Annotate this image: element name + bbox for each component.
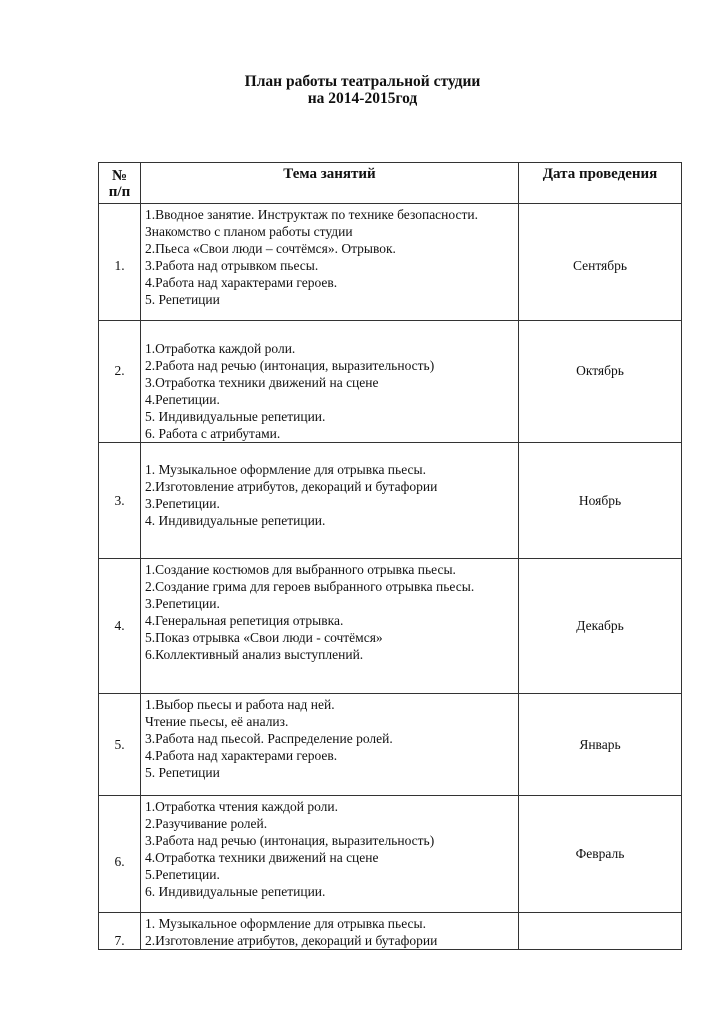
topic-line: 3.Репетиции. [145,596,220,611]
row-date: Январь [519,694,682,796]
topic-line: 5. Репетиции [145,292,220,307]
topic-line: Чтение пьесы, её анализ. [145,714,289,729]
table-row [99,694,682,796]
topic-line: 2.Пьеса «Свои люди – сочтёмся». Отрывок. [145,241,396,256]
row-topic [141,204,519,321]
topic-line: 4.Отработка техники движений на сцене [145,850,379,865]
topic-line: 1.Отработка каждой роли. [145,341,296,356]
topic-line: 5.Показ отрывка «Свои люди - сочтёмся» [145,630,383,645]
row-number: 6. [99,796,141,913]
topic-line: 5.Репетиции. [145,867,220,882]
row-number: 1. [99,204,141,321]
topic-line: 1. Музыкальное оформление для отрывка пьесы. [145,462,426,477]
row-date: Сентябрь [519,204,682,321]
topic-line: 2.Работа над речью (интонация, выразительность) [145,358,435,373]
topic-line: 2.Изготовление атрибутов, декораций и бутафории [145,479,438,494]
row-number: 2. [99,321,141,443]
document-subtitle: на 2014-2015год [307,90,418,107]
header-date: Дата проведения [519,163,682,204]
topic-line: 4. Индивидуальные репетиции. [145,513,326,528]
row-date: Октябрь [519,321,682,443]
topic-line: 3.Репетиции. [145,496,220,511]
row-number: 7. [99,913,141,950]
row-topic [141,796,519,913]
topic-line: 6. Работа с атрибутами. [145,426,281,441]
topic-line: 4.Работа над характерами героев. [145,275,338,290]
document-title: План работы театральной студии [244,73,481,90]
row-number: 3. [99,443,141,559]
row-number: 4. [99,559,141,694]
topic-line: Знакомство с планом работы студии [145,224,353,239]
row-date: Ноябрь [519,443,682,559]
topic-line: 2.Изготовление атрибутов, декораций и бутафории [145,933,438,948]
row-date: Февраль [519,796,682,913]
header-number-abbr: п/п [108,184,131,200]
header-number-symbol: № [111,168,128,184]
topic-line: 3.Работа над пьесой. Распределение ролей. [145,731,393,746]
row-topic [141,913,519,950]
topic-line: 1.Выбор пьесы и работа над ней. [145,697,335,712]
topic-line: 4.Генеральная репетиция отрывка. [145,613,344,628]
topic-line: 6.Коллективный анализ выступлений. [145,647,364,662]
topic-line: 4.Работа над характерами героев. [145,748,338,763]
topic-line: 3.Работа над речью (интонация, выразительность) [145,833,435,848]
table-row [99,204,682,321]
table-row [99,796,682,913]
row-topic [141,321,519,443]
row-topic [141,694,519,796]
schedule-table [98,162,682,950]
topic-line: 2.Разучивание ролей. [145,816,268,831]
table-row [99,443,682,559]
topic-line: 6. Индивидуальные репетиции. [145,884,326,899]
table-header-row [99,163,682,204]
topic-line: 1.Создание костюмов для выбранного отрывка пьесы. [145,562,456,577]
row-date [519,913,682,950]
topic-line: 2.Создание грима для героев выбранного отрывка пьесы. [145,579,475,594]
table-row [99,321,682,443]
topic-line: 3.Отработка техники движений на сцене [145,375,379,390]
table-row [99,559,682,694]
topic-line: 3.Работа над отрывком пьесы. [145,258,319,273]
header-number [99,163,141,204]
row-number: 5. [99,694,141,796]
row-topic [141,443,519,559]
topic-line: 5. Репетиции [145,765,220,780]
row-topic [141,559,519,694]
topic-line: 1.Вводное занятие. Инструктаж по технике безопасности. [145,207,478,222]
row-date: Декабрь [519,559,682,694]
topic-line: 4.Репетиции. [145,392,220,407]
header-topic: Тема занятий [141,163,519,204]
topic-line: 5. Индивидуальные репетиции. [145,409,326,424]
table-row [99,913,682,950]
topic-line: 1.Отработка чтения каждой роли. [145,799,339,814]
topic-line: 1. Музыкальное оформление для отрывка пьесы. [145,916,426,931]
